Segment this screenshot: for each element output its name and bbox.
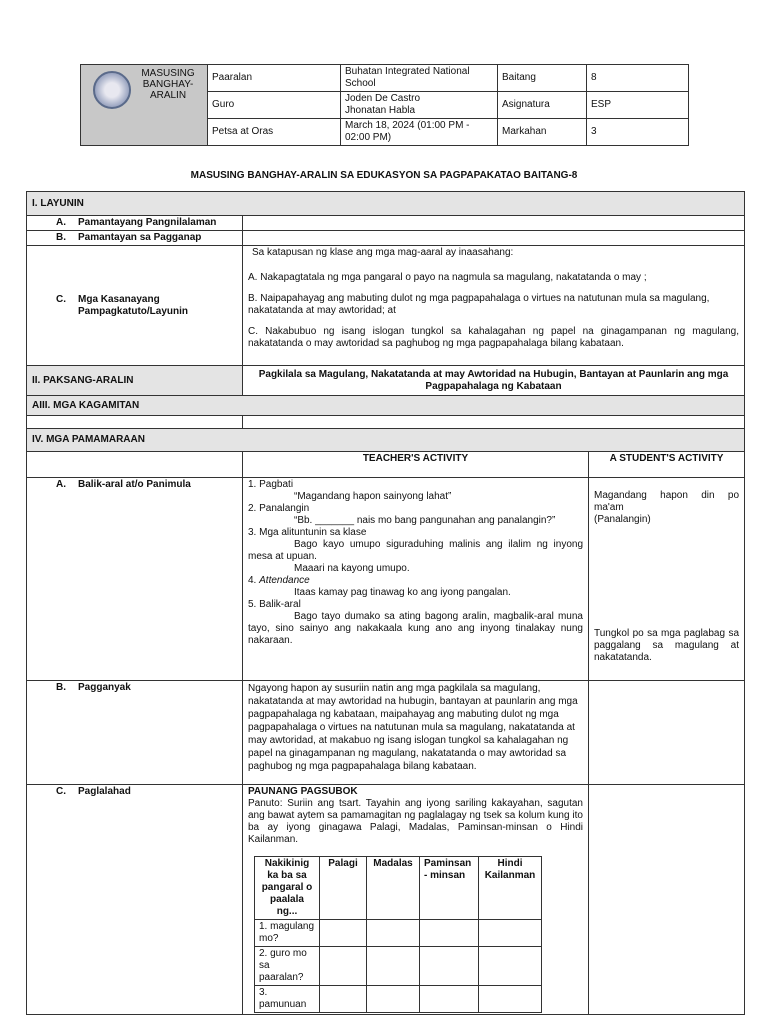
activity-line: “Magandang hapon sainyong lahat” [294,491,452,502]
empty-cell [243,231,745,246]
student-activity-cell [589,681,745,785]
activity-line: Bago tayo dumako sa ating bagong aralin, magbalik-aral muna tayo, sino sainyo ang nakakaala kung ano ang inyong tinalakay nung nakaraan. [248,611,583,646]
empty-cell [27,452,243,478]
header-label: Petsa at Oras [208,119,341,146]
activity-line: 3. Mga alituntunin sa klase [248,527,367,538]
row-label [27,231,243,246]
header-label: Paaralan [208,65,341,92]
chart-header: Palagi [320,857,367,920]
objective-item: B. Naipapahayag ang mabuting dulot ng mga pagpapahalaga o virtues na natutunan mula sa magulang, nakatatanda at may awtoridad; at [248,293,710,316]
student-activity-cell [589,478,745,681]
activity-line: Itaas kamay pag tinawag ko ang iyong pangalan. [294,587,511,598]
header-label: Markahan [498,119,587,146]
row-letter: C. [56,293,66,305]
empty-cell [243,216,745,231]
row-letter: B. [56,682,66,693]
header-value: March 18, 2024 (01:00 PM - 02:00 PM) [341,119,498,146]
check-cell[interactable] [320,920,367,947]
row-label-text: Mga Kasanayang Pampagkatuto/Layunin [78,293,189,317]
check-cell[interactable] [420,986,479,1013]
pretest-instructions: Panuto: Suriin ang tsart. Tayahin ang iyong sariling kakayahan, sagutan ang bawat aytem sa pamamagitan ng paglalagay ng tsek sa kolum kung ito ba ay iyong ginagawa Palagi, Madalas, Paminsan-minsan o Hindi Kailanman. [248,798,583,845]
row-label [27,478,243,681]
empty-cell [27,416,243,429]
check-cell[interactable] [479,920,542,947]
activity-line: Bago kayo umupo siguraduhing malinis ang ilalim ng inyong mesa at upuan. [248,539,583,562]
header-label: Guro [208,92,341,119]
header-logo-cell [81,65,208,146]
student-line: Tungkol po sa mga paglabag sa paggalang sa magulang at nakatatanda. [594,628,740,663]
row-label-text: Pamantayang Pangnilalaman [78,217,217,228]
row-letter: A. [56,217,66,228]
pretest-title: PAUNANG PAGSUBOK [248,786,358,797]
header-value: Buhatan Integrated National School [341,65,498,92]
activity-line: “Bb. _______ nais mo bang pangunahan ang panalangin?” [294,515,556,526]
teacher-activity-cell [243,478,589,681]
row-label-text: Pamantayan sa Pagganap [78,232,202,243]
row-label-text: Pagganyak [78,682,131,693]
row-label [27,785,243,1015]
section-heading: AIII. MGA KAGAMITAN [27,396,745,416]
chart-row-label: 3. pamunuan [255,986,320,1013]
row-label-text: Balik-aral at/o Panimula [78,479,191,490]
check-cell[interactable] [320,947,367,986]
teacher-activity-cell: Ngayong hapon ay susuriin natin ang mga pagkilala sa magulang, nakatatanda at may awtoridad na hubugin, bantayan at paunlarin ang mga pagpapahalaga ng kabataan, maipahayag ang mabuting dulot ng mga pagpapahalaga o virtues na natutunan mula sa magulang, nakatatanda at may awtoridad, at makabuo ng isang islogan tungkol sa kahalagahan ng papel na ginagampanan ng magulang, nakatatanda o may awtoridad sa paghubog ng mga pagpapahalaga bilang kabataan. [243,681,589,785]
column-header-student: A STUDENT'S ACTIVITY [589,452,745,478]
row-label-text: Paglalahad [78,786,131,797]
objective-item: A. Nakapagtatala ng mga pangaral o payo na nagmula sa magulang, nakatatanda o may ; [248,272,647,283]
deped-seal-icon [93,71,131,109]
activity-line: 1. Pagbati [248,479,294,490]
check-cell[interactable] [420,947,479,986]
section-heading: II. PAKSANG-ARALIN [27,366,243,396]
activity-italic: Attendance [259,575,310,586]
student-line: Magandang hapon din po ma'am [594,490,740,513]
objective-item: C. Nakabubuo ng isang islogan tungkol sa kahalagahan ng papel na ginagampanan ng magulang, nakatatanda o may awtoridad sa paghubog ng mga pagpapahalaga bilang kabataan. [248,326,740,349]
header-value: 3 [587,119,689,146]
check-cell[interactable] [367,986,420,1013]
column-header-teacher: TEACHER'S ACTIVITY [243,452,589,478]
section-heading: I. LAYUNIN [27,192,745,216]
objectives-cell [243,246,745,366]
row-letter: A. [56,479,66,490]
activity-line [248,575,583,587]
lesson-plan-table [26,191,745,1015]
check-cell[interactable] [479,947,542,986]
chart-row-label: 1. magulang mo? [255,920,320,947]
empty-cell [243,416,745,429]
chart-header: Madalas [367,857,420,920]
student-line: (Panalangin) [594,514,651,525]
check-cell[interactable] [479,986,542,1013]
activity-line: 2. Panalangin [248,503,310,514]
row-label [27,681,243,785]
chart-header: Paminsan - minsan [420,857,479,920]
header-label: Baitang [498,65,587,92]
row-letter: B. [56,232,66,243]
header-value: Joden De Castro Jhonatan Habla [341,92,498,119]
check-cell[interactable] [367,920,420,947]
header-value: ESP [587,92,689,119]
chart-header: Hindi Kailanman [479,857,542,920]
check-cell[interactable] [367,947,420,986]
teacher-activity-cell [243,785,589,1015]
activity-number: 4. [248,575,257,586]
row-label [27,246,243,366]
header-label: Asignatura [498,92,587,119]
check-cell[interactable] [320,986,367,1013]
activity-line: 5. Balik-aral [248,599,301,610]
chart-row-label: 2. guro mo sa paaralan? [255,947,320,986]
chart-header: Nakikinig ka ba sa pangaral o paalala ng... [255,857,320,920]
student-activity-cell [589,785,745,1015]
section-heading: IV. MGA PAMAMARAAN [27,429,745,452]
header-info-table [80,64,689,146]
row-label [27,216,243,231]
check-cell[interactable] [420,920,479,947]
activity-line: Maaari na kayong umupo. [294,563,410,574]
row-letter: C. [56,786,66,797]
topic-text: Pagkilala sa Magulang, Nakatatanda at may Awtoridad na Hubugin, Bantayan at Paunlarin ang mga Pagpapahalaga ng Kabataan [243,366,745,396]
document-title: MASUSING BANGHAY-ARALIN SA EDUKASYON SA PAGPAPAKATAO BAITANG-8 [190,170,578,181]
header-value: 8 [587,65,689,92]
self-assessment-chart [254,856,542,1013]
header-logo-text: MASUSING BANGHAY-ARALIN [141,68,195,101]
objectives-intro: Sa katapusan ng klase ang mga mag-aaral ay inaasahang: [252,247,514,258]
